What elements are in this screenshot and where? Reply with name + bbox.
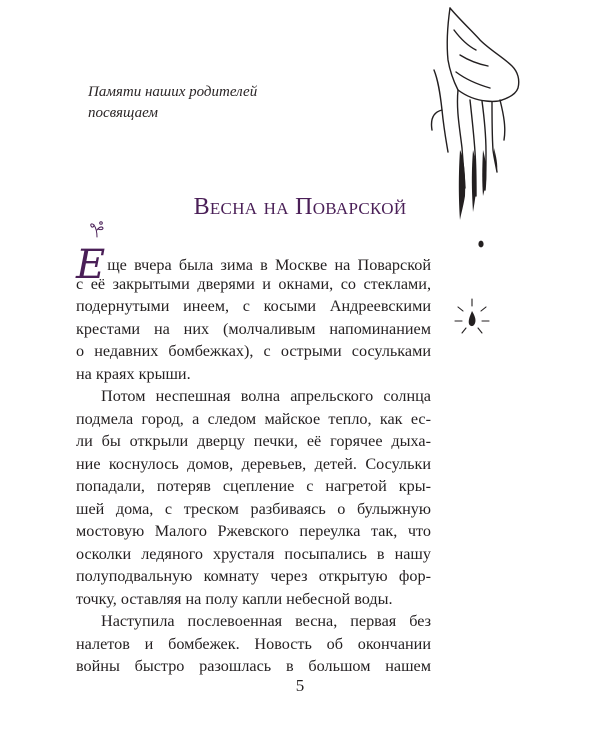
text-line: Потом неспешная волна апрельского солнца	[101, 387, 431, 405]
falling-drop-spark-icon	[452, 297, 492, 339]
text-line: осколки ледяного хрусталя посыпались в нашу	[76, 544, 431, 563]
text-line: крестами на них (молчаливым напоминанием	[76, 319, 431, 338]
text-line: войны быстро разошлась в большом нашем	[76, 657, 431, 675]
text-line: с её закрытыми дверями и окнами, со стеклами,	[76, 274, 431, 293]
text-line: налетов и бомбежек. Новость об окончании	[76, 634, 431, 653]
text-line: попадали, потеряв сцепление с нагретой кры-	[76, 477, 431, 495]
text-line: шей дома, с треском разбиваясь о булыжную	[76, 499, 431, 518]
line-text: ще вчера была зима в Москве на Поварской	[107, 256, 431, 274]
chapter-title: Весна на Поварской	[193, 194, 407, 220]
text-line: ние коснулось домов, деревьев, детей. Сосульки	[76, 454, 431, 473]
dedication-line: Памяти наших родителей	[88, 84, 258, 100]
drop-cap: Е	[76, 242, 106, 288]
icicle-hand-illustration-icon	[420, 0, 540, 260]
text-line: полуподвальную комнату через открытую фор-	[76, 567, 431, 585]
text-line: подмела город, а следом майское тепло, как ес-	[76, 409, 431, 428]
text-line: Наступила послевоенная весна, первая без	[101, 612, 431, 630]
paragraph	[76, 242, 431, 385]
paragraph	[76, 385, 431, 610]
paragraph	[76, 610, 431, 678]
text-line: подернутыми инеем, с косыми Андреевскими	[76, 297, 431, 315]
chapter-body	[76, 242, 431, 678]
text-line: о недавних бомбежках), с острыми сосульками	[76, 342, 431, 360]
text-line: мостовую Малого Ржевского переулка так, что	[76, 522, 431, 540]
text-line: точку, оставляя на полу капли небесной воды.	[76, 589, 393, 608]
dedication	[88, 82, 257, 124]
text-line: ли бы открыли дверцу печки, её горячее дыха-	[76, 432, 431, 450]
text-line: на краях крыши.	[76, 364, 191, 383]
dropcap-flourish-icon	[88, 220, 106, 238]
page-number: 5	[295, 676, 305, 695]
dedication-line: посвящаем	[88, 105, 158, 121]
